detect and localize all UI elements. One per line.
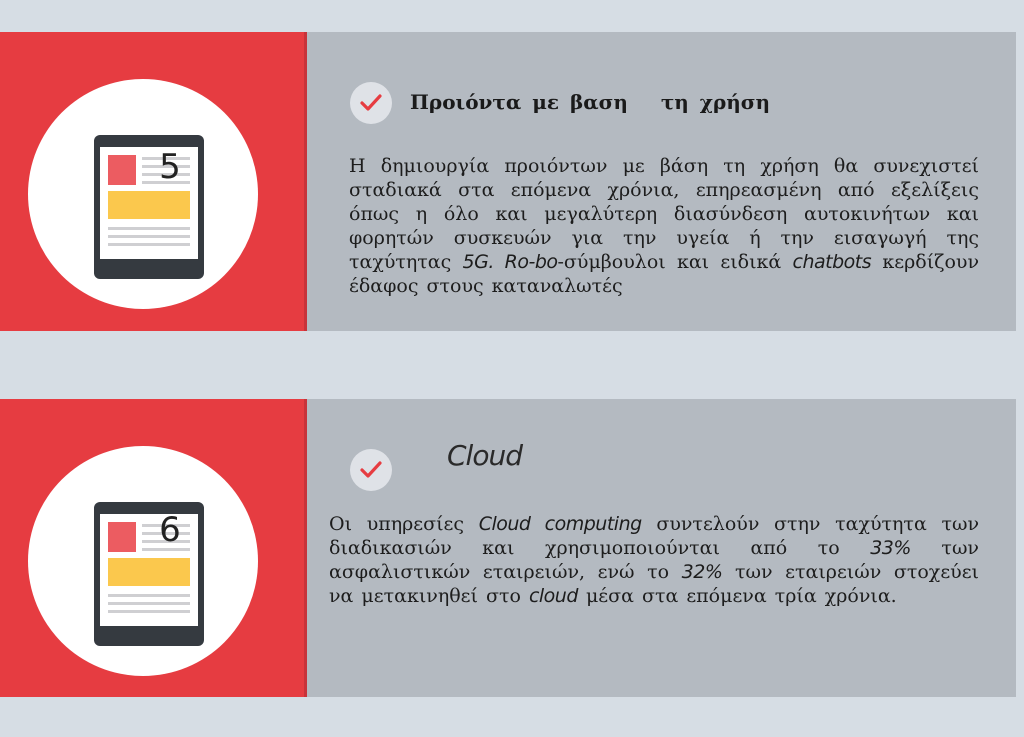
card-left-panel [0,32,307,331]
item-body [349,154,979,298]
item-heading: Προιόντα με βαση τη χρήση [410,90,771,114]
body-segment: μέσα στα επόμενα τρία χρόνια. [577,585,897,607]
body-segment: συντελούν στην ταχύτητα των διαδικασιών και χρησιμοποιούνται από το [329,513,979,559]
item-card-6 [0,399,1024,697]
check-icon [350,449,392,491]
item-card-5 [0,32,1024,331]
item-body [329,512,979,608]
item-number: 5 [159,147,181,187]
body-segment: Cloud computing [478,513,642,535]
body-segment: 33% [870,537,911,559]
icon-circle [28,79,258,309]
body-segment: chatbots [792,251,872,273]
body-segment: των εταιρειών στοχεύει να μετακινηθεί στο [329,561,980,607]
body-segment: Η δημιουργία προιόντων με βάση τη χρήση θα συνεχιστεί σταδιακά στα επόμενα χρόνια, επηρεασμένη από εξελίξεις όπως η όλο και μεγαλύτερη διασύνδεση αυτοκινήτων και φορητών συσκευών για την υγεία ή την εισαγωγή της ταχύτητας [349,155,979,273]
body-segment: 5G. Ro-bo [462,251,558,273]
body-segment: cloud [528,585,578,607]
body-segment: -σύμβουλοι και ειδικά [557,251,793,273]
item-number: 6 [159,510,181,550]
body-segment: Οι υπηρεσίες [329,513,479,535]
check-icon [350,82,392,124]
card-right-panel [307,32,1016,331]
body-segment: 32% [681,561,723,583]
card-right-panel [307,399,1016,697]
body-segment: κερδίζουν έδαφος στους καταναλωτές [349,251,980,297]
icon-circle [28,446,258,676]
item-heading: Cloud [447,439,522,472]
card-left-panel [0,399,307,697]
body-segment: των ασφαλιστικών εταιρειών, ενώ το [329,537,979,583]
